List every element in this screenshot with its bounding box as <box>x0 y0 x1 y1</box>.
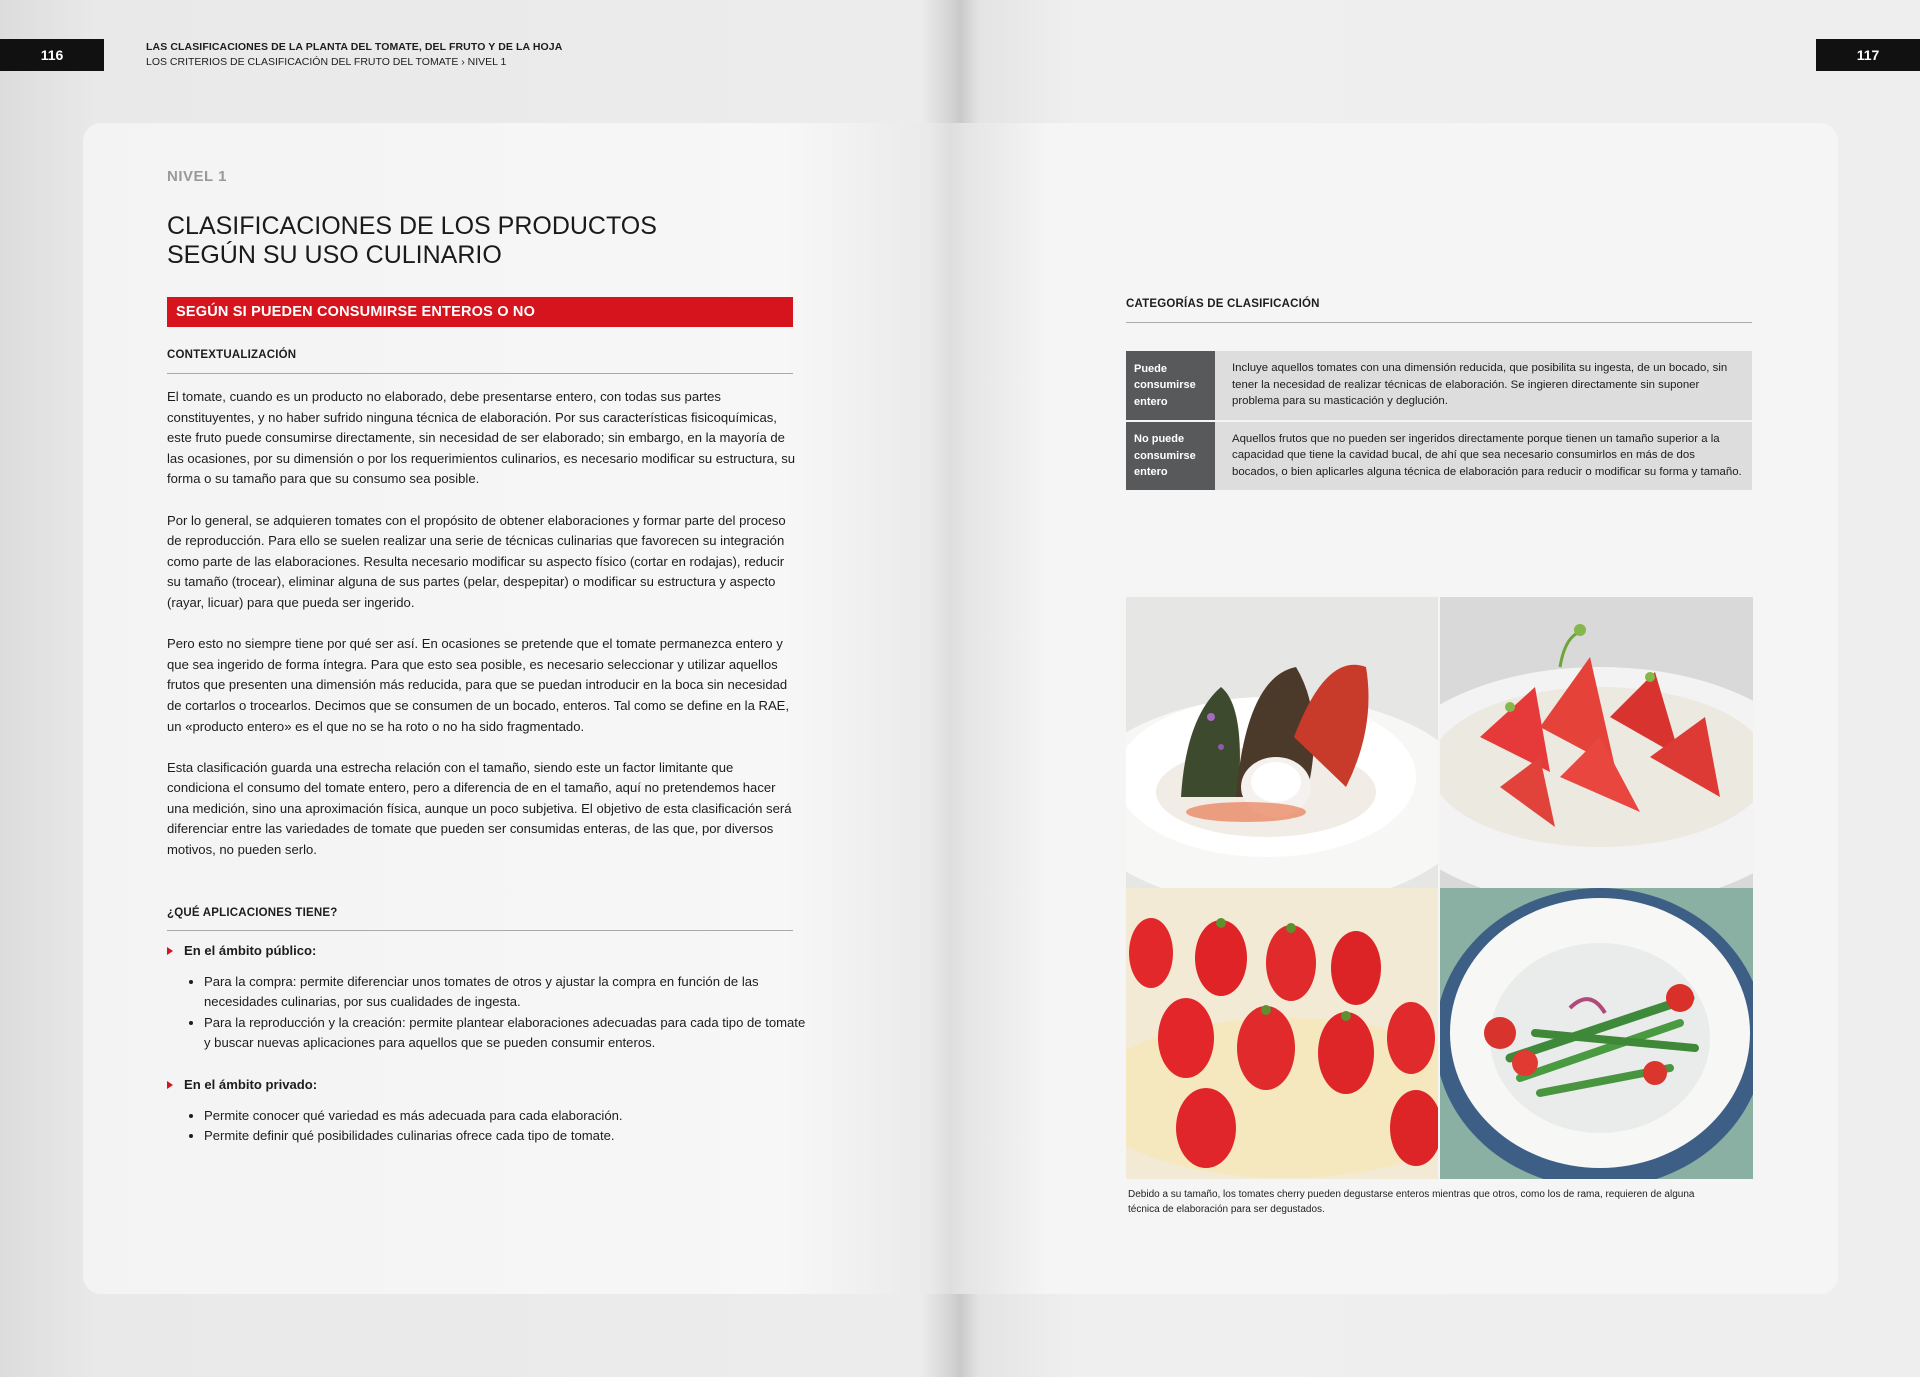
context-body <box>167 387 797 881</box>
paragraph: Esta clasificación guarda una estrecha relación con el tamaño, siendo este un factor limitante que condiciona el consumo del tomate entero, pero a diferencia de en el tamaño, aquí no pretendemos hacer una medición, sino una aproximación física, aunque un poco subjetiva. El objetivo de esta clasificación será diferenciar entre las variedades de tomate que pueden ser consumidas enteras, de las que, por diversos motivos, no pueden serlo. <box>167 759 792 858</box>
applications-list <box>167 941 807 1168</box>
page-title-line-1: CLASIFICACIONES DE LOS PRODUCTOS <box>167 212 657 240</box>
public-scope <box>167 941 807 962</box>
private-scope <box>167 1075 807 1096</box>
red-triangle-bullet-icon <box>167 1081 173 1089</box>
applications-heading: ¿QUÉ APLICACIONES TIENE? <box>167 907 338 919</box>
page-title-line-2: SEGÚN SU USO CULINARIO <box>167 241 502 269</box>
photo-bean-tomato-bowl <box>1440 888 1753 1179</box>
list-item: • Permite definir qué posibilidades culinarias ofrece cada tipo de tomate. <box>204 1126 807 1147</box>
category-description: Incluye aquellos tomates con una dimensión reducida, que posibilita su ingesta, de un bocado, sin tener la necesidad de realizar técnicas de elaboración. Se ingieren directamente sin suponer problema para su masticación y deglución. <box>1215 351 1752 420</box>
private-items <box>167 1106 807 1147</box>
level-label: NIVEL 1 <box>167 168 227 185</box>
context-heading: CONTEXTUALIZACIÓN <box>167 349 297 361</box>
paragraph: Por lo general, se adquieren tomates con el propósito de obtener elaboraciones y formar parte del proceso de reproducción. Para ello se suelen realizar una serie de técnicas culinarias que favorecen su integración como parte de las elaboraciones. Resulta necesario modificar su aspecto físico (cortar en rodajas), reducir su tamaño (trocear), eliminar alguna de sus partes (pelar, despepitar) o modificar su estructura y aspecto (rayar, licuar) para que pueda ser ingerido. <box>167 512 786 610</box>
photo-grid <box>1126 597 1753 1179</box>
table-row <box>1126 422 1752 491</box>
page-number-right: 117 <box>1816 39 1920 71</box>
list-item: • Permite conocer qué variedad es más adecuada para cada elaboración. <box>204 1106 807 1127</box>
category-description: Aquellos frutos que no pueden ser ingeridos directamente porque tienen un tamaño superior a la capacidad que tiene la cavidad bucal, de ahí que sea necesario consumirlos en más de dos bocados, o bien aplicarles alguna técnica de elaboración para reducir o modificar su forma y tamaño. <box>1215 422 1752 491</box>
paragraph: Pero esto no siempre tiene por qué ser así. En ocasiones se pretende que el tomate permanezca entero y que sea ingerido de forma íntegra. Para que esto sea posible, es necesario seleccionar y utilizar aquellos frutos que presenten una dimensión más reducida, para que se puedan introducir en la boca sin necesidad de cortarlos o trocearlos. Decimos que se consumen de un bocado, enteros. Tal como se define en la RAE, un «producto entero» es el que no se ha roto o no ha sido fragmentado. <box>167 636 790 734</box>
paragraph: El tomate, cuando es un producto no elaborado, debe presentarse entero, con todas sus partes constituyentes, y no haber sufrido ninguna técnica de elaboración. Por sus características fisicoquímicas, este fruto puede consumirse directamente, sin necesidad de ser elaborado; sin embargo, en la mayoría de las ocasiones, por su dimensión o por los requerimientos culinarios, es necesario modificar su estructura, su forma o su tamaño para que su consumo sea posible. <box>167 389 796 487</box>
category-label: No puede consumirse entero <box>1126 422 1215 491</box>
public-items <box>167 972 807 1054</box>
categories-rule <box>1126 322 1752 323</box>
running-title: LAS CLASIFICACIONES DE LA PLANTA DEL TOMATE, DEL FRUTO Y DE LA HOJA <box>146 41 563 53</box>
category-label: Puede consumirse entero <box>1126 351 1215 420</box>
photo-tomato-bowl-green <box>1126 597 1438 888</box>
red-triangle-bullet-icon <box>167 947 173 955</box>
list-item: • Para la compra: permite diferenciar unos tomates de otros y ajustar la compra en función de las necesidades culinarias, por sus cualidades de ingesta. <box>204 972 807 1013</box>
categories-table <box>1126 351 1752 492</box>
running-head <box>146 40 562 70</box>
running-subtitle: LOS CRITERIOS DE CLASIFICACIÓN DEL FRUTO DEL TOMATE › NIVEL 1 <box>146 56 507 68</box>
private-scope-label: En el ámbito privado: <box>184 1076 318 1092</box>
photo-cherry-tomatoes <box>1126 888 1438 1179</box>
page-number-left: 116 <box>0 39 104 71</box>
categories-heading: CATEGORÍAS DE CLASIFICACIÓN <box>1126 298 1320 310</box>
public-scope-label: En el ámbito público: <box>184 943 317 958</box>
applications-rule <box>167 930 793 931</box>
page-title <box>167 212 687 270</box>
section-banner: SEGÚN SI PUEDEN CONSUMIRSE ENTEROS O NO <box>167 297 793 327</box>
context-rule <box>167 373 793 374</box>
photo-tomato-wedges <box>1440 597 1753 888</box>
photo-caption: Debido a su tamaño, los tomates cherry pueden degustarse enteros mientras que otros, como los de rama, requieren de alguna técnica de elaboración para ser degustados. <box>1128 1189 1695 1215</box>
list-item: • Para la reproducción y la creación: permite plantear elaboraciones adecuadas para cada tipo de tomate y buscar nuevas aplicaciones para aquellos que se pueden consumir enteros. <box>204 1013 807 1054</box>
table-row <box>1126 351 1752 420</box>
